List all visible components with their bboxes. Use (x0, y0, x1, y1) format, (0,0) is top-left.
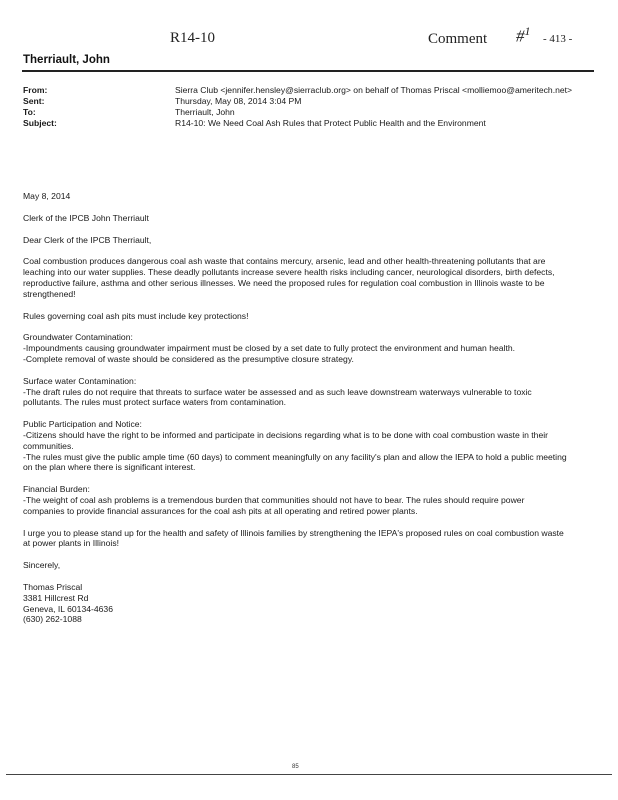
signoff: Sincerely, (23, 560, 61, 571)
subject-value: R14-10: We Need Coal Ash Rules that Protect Public Health and the Environment (175, 118, 486, 128)
to-row (23, 107, 583, 118)
letter-body (23, 191, 568, 625)
page-number: 85 (292, 764, 299, 770)
to-value: Therriault, John (175, 107, 235, 117)
letter-date: May 8, 2014 (23, 191, 71, 201)
email-meta (23, 85, 583, 129)
from-value: Sierra Club <jennifer.hensley@sierraclub.org> on behalf of Thomas Priscal <molliemoo@ameritech.net> (175, 85, 573, 95)
comment-number: 1 (524, 24, 531, 38)
sender-phone: (630) 262-1088 (23, 614, 82, 625)
public-heading: Public Participation and Notice: (23, 419, 142, 430)
public-text: -Citizens should have the right to be informed and participate in decisions regarding what is to be done with coal combustion waste in their communities. -The rules must give the public ample time (60 days) to comment meaningfully on any facility's plan and allow the IEPA to hold a public meeting on the plan where there is significant interest. (23, 429, 567, 473)
surface-heading: Surface water Contamination: (23, 375, 137, 386)
docket-number: R14-10 (170, 30, 215, 46)
footer-rule (6, 774, 612, 775)
surface-text: -The draft rules do not require that threats to surface water be assessed and as such leave downstream waterways vulnerable to toxic pollutants. The rules must protect surface waters from contamination. (23, 386, 532, 408)
sender-street: 3381 Hillcrest Rd (23, 592, 89, 603)
sender-name: Thomas Priscal (23, 581, 83, 592)
sent-value: Thursday, May 08, 2014 3:04 PM (175, 96, 302, 106)
comment-label: Comment (428, 31, 488, 47)
groundwater-text: -Impoundments causing groundwater impairment must be closed by a set date to fully protect the environment and human health. -Complete removal of waste should be considered as the presumptive closure strategy. (23, 343, 516, 364)
header-rule (22, 70, 594, 72)
financial-heading: Financial Burden: (23, 484, 90, 495)
letter-salutation: Dear Clerk of the IPCB Therriault, (23, 234, 152, 245)
comment-number-stamp (516, 24, 531, 47)
sender-city: Geneva, IL 60134-4636 (23, 603, 113, 614)
to-label: To: (23, 107, 36, 117)
subject-row (23, 118, 583, 129)
comment-suffix: - 413 - (543, 33, 573, 45)
recipient-name: Therriault, John (23, 54, 110, 66)
sent-label: Sent: (23, 96, 45, 106)
groundwater-heading: Groundwater Contamination: (23, 332, 133, 343)
subject-label: Subject: (23, 118, 57, 128)
from-row (23, 85, 583, 96)
financial-text: -The weight of coal ash problems is a tremendous burden that communities should not have to bear. The rules should require power companies to provide financial assurances for the coal ash pits at all operating and retired power plants. (23, 494, 525, 516)
comment-hash: # (516, 26, 525, 46)
closing-request: I urge you to please stand up for the health and safety of Illinois families by strengthening the IEPA's proposed rules on coal combustion waste at power plants in Illinois! (23, 527, 564, 549)
sent-row (23, 96, 583, 107)
letter-intro: Coal combustion produces dangerous coal ash waste that contains mercury, arsenic, lead and other health-threatening pollutants that are leaching into our water supplies. These deadly pollutants increase severe health risks including cancer, neurological disorders, birth defects, reproductive failure, asthma and other serious illnesses. We need the proposed rules for regulation coal combustion in Illinois waste to be strengthened! (23, 256, 555, 299)
protections-intro: Rules governing coal ash pits must include key protections! (23, 310, 249, 321)
letter-addressee: Clerk of the IPCB John Therriault (23, 212, 149, 223)
from-label: From: (23, 85, 48, 95)
